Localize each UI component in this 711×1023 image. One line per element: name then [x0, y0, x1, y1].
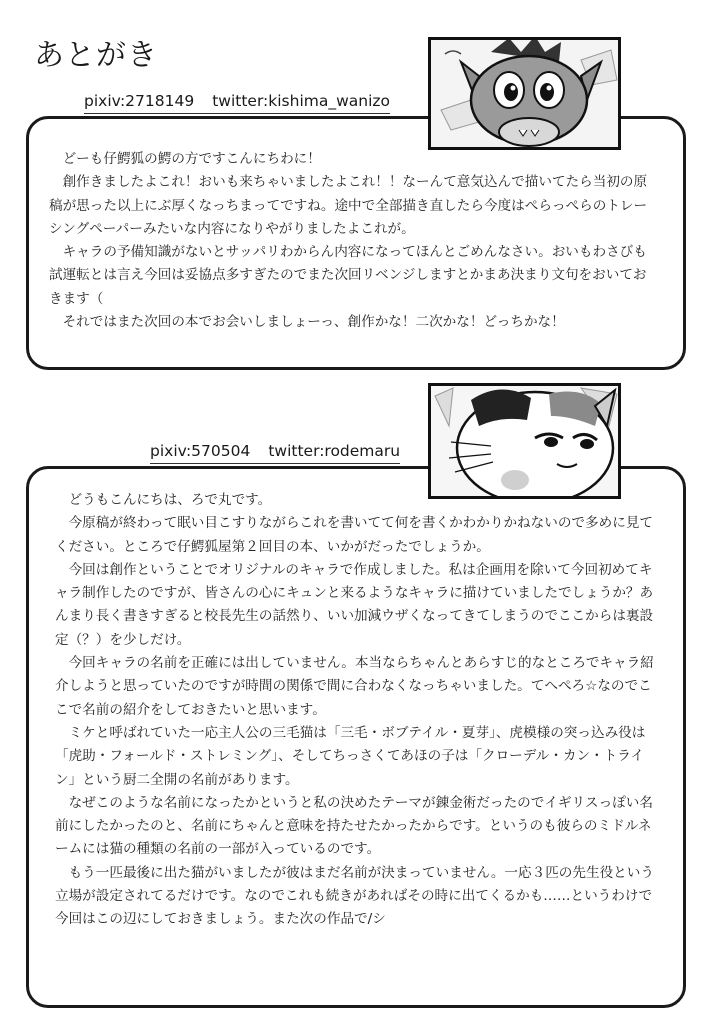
paragraph: どーも仔鰐狐の鰐の方ですこんにちわに！ — [62, 151, 321, 167]
credit-underline-2 — [150, 463, 400, 464]
paragraph: どうもこんにちは、ろで丸です。 — [68, 492, 272, 508]
message-box-2 — [26, 466, 686, 1008]
page-title: あとがき — [34, 38, 158, 73]
paragraph: 今回は創作ということでオリジナルのキャラで作成しました。私は企画用を除いて今回初めてキャラ制作したのですが、皆さんの心にキュンと来るようなキャラに描けていましたでしょうか？あんまり長く書きすぎると校長先生の話然り、いい加減ウザくなってきてしまうのでここからは裏設定（？）を少しだけ。 — [55, 561, 654, 648]
twitter-handle-1: twitter:kishima_wanizo — [212, 92, 391, 110]
paragraph: ミケと呼ばれていた一応主人公の三毛猫は「三毛・ボブテイル・夏芽」、虎模様の突っ込み役は「虎助・フォールド・ストレミング」、そしてちっさくてあほの子は「クローデル・カン・トライン」という厨二全開の名前があります。 — [55, 724, 646, 788]
pixiv-id-1: pixiv:2718149 — [84, 92, 195, 110]
character-illustration-cat — [428, 383, 621, 499]
paragraph: 創作きましたよこれ！おいも来ちゃいましたよこれ！！なーんて意気込んで描いてたら当初の原稿が思った以上にぶ厚くなっちまってですね。途中で全部描き直したら今度はぺらっぺらのトレーシングペーパーみたいな内容になりやがりましたよこれが。 — [49, 174, 648, 237]
author-credit-2 — [150, 442, 400, 460]
paragraph: キャラの予備知識がないとサッパリわからん内容になってほんとごめんなさい。おいもわさびも試運転とは言え今回は妥協点多すぎたのでまた次回リベンジしますとかまあ決まり文句をおいておきます（ — [49, 244, 647, 307]
cat-drawing — [431, 386, 618, 496]
paragraph: もう一匹最後に出た猫がいましたが彼はまだ名前が決まっていません。一応３匹の先生役という立場が設定されてるだけです。なのでこれも続きがあればその時に出てくるかも……というわけで今回はこの辺にしておきましょう。また次の作品で/シ — [55, 864, 654, 928]
pixiv-id-2: pixiv:570504 — [150, 442, 251, 460]
crocodile-drawing — [431, 40, 618, 147]
paragraph: 今原稿が終わって眠い目こすりながらこれを書いてて何を書くかわかりかねないので多めに見てください。ところで仔鰐狐屋第２回目の本、いかがだったでしょうか。 — [55, 515, 653, 555]
credit-underline-1 — [84, 113, 390, 114]
paragraph: 今回キャラの名前を正確には出していません。本当ならちゃんとあらすじ的なところでキャラ紹介しようと思っていたのですが時間の関係で間に合わなくなっちゃいました。てへぺろ☆なのでここで名前の紹介をしておきたいと思います。 — [55, 655, 654, 718]
author-credit-1 — [84, 92, 390, 110]
paragraph: それではまた次回の本でお会いしましょーっ、創作かな！二次かな！どっちかな！ — [62, 314, 565, 331]
character-illustration-crocodile — [428, 37, 621, 150]
message-box-1 — [26, 116, 686, 370]
paragraph: なぜこのような名前になったかというと私の決めたテーマが錬金術だったのでイギリスっぽい名前にしたかったのと、名前にちゃんと意味を持たせたかったからです。というのも彼らのミドルネームには猫の種類の名前の一部が入っているのです。 — [55, 794, 653, 858]
twitter-handle-2: twitter:rodemaru — [268, 442, 401, 460]
